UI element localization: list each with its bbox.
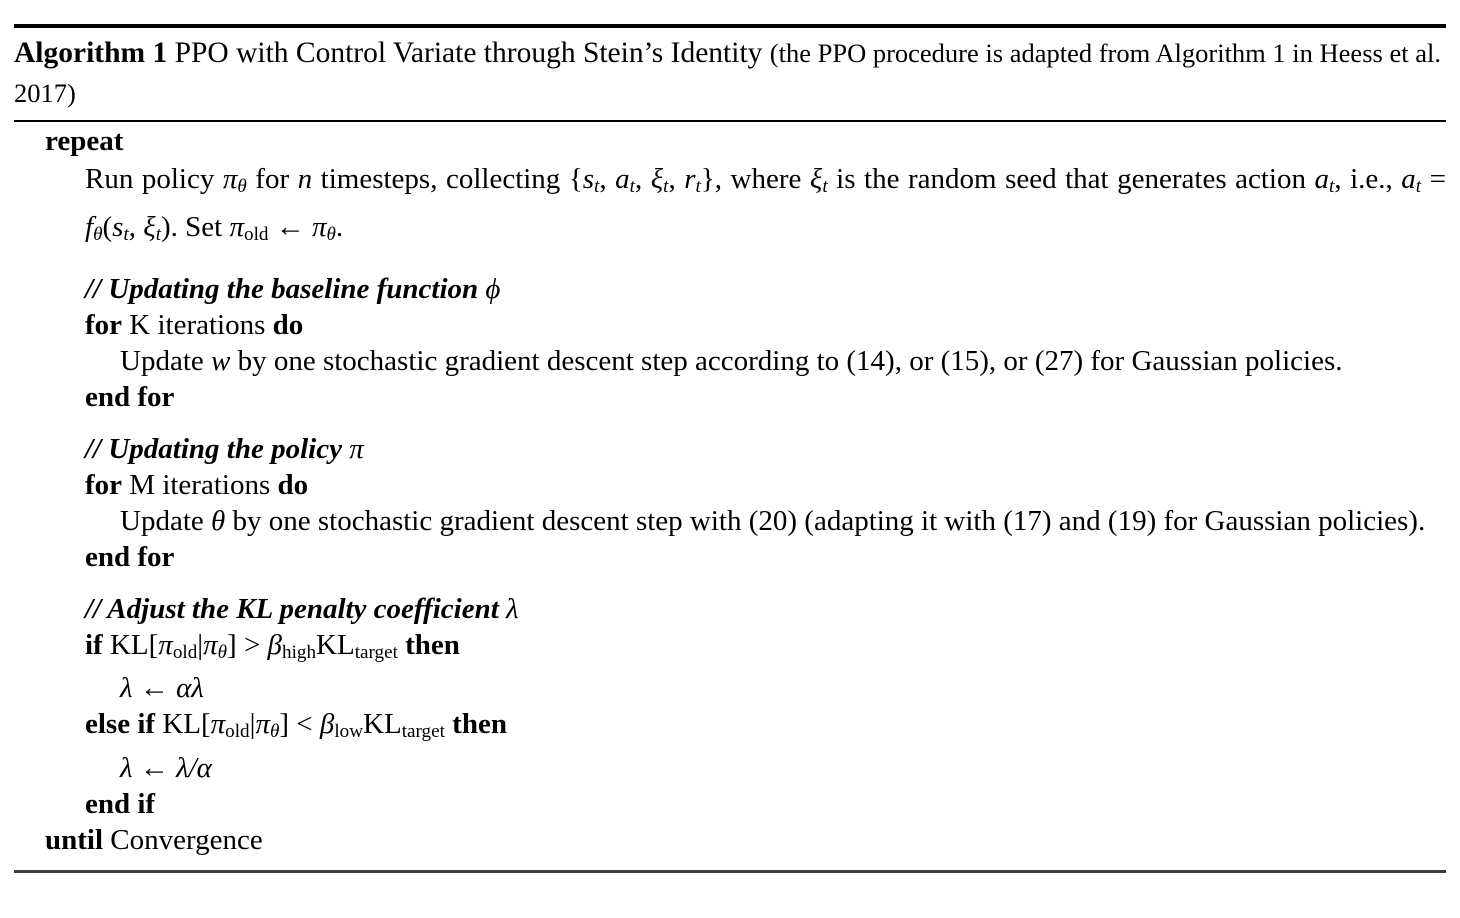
line-lambda-decrease	[14, 750, 1446, 786]
text-segment: a	[1314, 163, 1329, 195]
text-segment: t	[1415, 175, 1422, 197]
comment-update-policy	[14, 431, 1446, 467]
bottom-rule	[14, 870, 1446, 873]
text-segment: Convergence	[103, 824, 263, 857]
text-segment: PPO with Control Variate through Stein’s Identity	[167, 37, 770, 69]
text-segment: θ	[93, 223, 103, 245]
line-end-for-baseline	[14, 379, 1446, 415]
text-segment: ϕ	[485, 272, 501, 305]
text-segment: do	[277, 468, 309, 501]
line-if-kl-high	[14, 627, 1446, 671]
text-segment: Run policy	[85, 163, 223, 195]
text-segment: t	[155, 223, 162, 245]
text-segment: ,	[668, 163, 685, 195]
text-segment: KL[	[155, 708, 211, 741]
text-segment: if	[85, 628, 103, 661]
text-segment: }, where	[700, 163, 810, 195]
text-segment: θ	[326, 223, 336, 245]
text-segment: ←	[268, 210, 312, 243]
algorithm-body	[14, 122, 1446, 858]
text-segment: ] >	[227, 628, 268, 661]
text-segment: π	[210, 708, 226, 741]
text-segment: t	[822, 175, 828, 197]
line-lambda-increase	[14, 670, 1446, 706]
text-segment: π	[158, 628, 173, 661]
text-segment: λ	[506, 592, 519, 625]
text-segment: θ	[211, 504, 226, 537]
text-segment: ,	[599, 163, 616, 195]
text-segment: ,	[634, 163, 651, 195]
text-segment: θ	[217, 641, 228, 663]
text-segment: end for	[85, 380, 175, 413]
line-update-w	[14, 343, 1446, 379]
text-segment: ξ	[650, 163, 664, 195]
text-segment: |	[249, 708, 256, 741]
algorithm-caption	[14, 28, 1446, 120]
text-segment: // Updating the baseline function	[85, 272, 486, 305]
text-segment: target	[401, 721, 445, 743]
line-end-for-policy	[14, 539, 1446, 575]
text-segment: n	[297, 163, 313, 195]
text-segment: KL	[363, 708, 402, 741]
text-segment: ←	[132, 672, 177, 705]
text-segment: .	[335, 210, 344, 243]
text-segment: r	[684, 163, 696, 195]
text-segment: s	[582, 163, 595, 195]
text-segment: // Updating the policy	[85, 432, 350, 465]
line-for-k	[14, 307, 1446, 343]
line-repeat	[14, 123, 1446, 159]
text-segment: =	[1421, 163, 1446, 195]
text-segment: π	[222, 163, 238, 195]
text-segment: λ	[120, 752, 133, 785]
text-segment: then	[405, 628, 460, 661]
text-segment: f	[85, 210, 94, 243]
text-segment: // Adjust the KL penalty coefficient	[85, 592, 507, 625]
line-for-m	[14, 467, 1446, 503]
text-segment: then	[452, 708, 507, 741]
text-segment: for	[85, 308, 123, 341]
text-segment: a	[1401, 163, 1416, 195]
text-segment: else if	[85, 708, 156, 741]
text-segment: old	[225, 721, 250, 743]
text-segment: do	[272, 308, 304, 341]
text-segment: θ	[237, 175, 247, 197]
text-segment: M iterations	[122, 468, 278, 501]
line-until	[14, 822, 1446, 858]
text-segment: t	[695, 175, 701, 197]
text-segment: θ	[269, 721, 280, 743]
text-segment: end if	[85, 788, 156, 821]
text-segment: t	[1329, 175, 1335, 197]
text-segment: t	[629, 175, 635, 197]
text-segment: π	[311, 210, 327, 243]
text-segment: low	[334, 721, 364, 743]
text-segment: π	[229, 210, 245, 243]
text-segment: s	[112, 210, 124, 243]
text-segment: KL[	[102, 628, 159, 661]
line-update-theta	[14, 503, 1446, 539]
text-segment: w	[211, 344, 231, 377]
text-segment: repeat	[45, 125, 124, 157]
text-segment: β	[319, 708, 335, 741]
text-segment: Update	[120, 504, 211, 537]
line-run-policy	[14, 159, 1446, 255]
text-segment: π	[255, 708, 270, 741]
text-segment: ξ	[143, 210, 156, 243]
text-segment: t	[123, 223, 129, 245]
text-segment: old	[172, 641, 198, 663]
text-segment: (the PPO procedure is adapted from Algorithm 1 in Heess et al. 2017)	[14, 38, 1441, 108]
text-segment: ←	[132, 752, 177, 785]
comment-kl-penalty	[14, 591, 1446, 627]
text-segment: by one stochastic gradient descent step with (20) (adapting it with (17) and (19) for Gaussian policies).	[225, 504, 1426, 537]
text-segment: Algorithm 1	[14, 37, 168, 69]
text-segment: |	[197, 628, 204, 661]
text-segment: , i.e.,	[1334, 163, 1402, 195]
text-segment: until	[45, 824, 104, 857]
text-segment: (	[102, 210, 113, 243]
text-segment: for	[85, 468, 123, 501]
text-segment: π	[349, 432, 364, 465]
text-segment: π	[203, 628, 218, 661]
text-segment: λ	[120, 672, 133, 705]
line-elseif-kl-low	[14, 706, 1446, 750]
line-end-if	[14, 786, 1446, 822]
text-segment: timesteps, collecting {	[312, 163, 583, 195]
text-segment: ). Set	[161, 210, 230, 243]
text-segment: αλ	[176, 672, 204, 705]
text-segment: ξ	[809, 163, 823, 195]
text-segment: Update	[120, 344, 211, 377]
text-segment: a	[615, 163, 630, 195]
text-segment: target	[354, 641, 398, 663]
text-segment: β	[267, 628, 282, 661]
text-segment: t	[594, 175, 600, 197]
text-segment: high	[282, 641, 317, 663]
text-segment: K iterations	[122, 308, 273, 341]
text-segment: ,	[128, 210, 144, 243]
text-segment: is the random seed that generates action	[827, 163, 1315, 195]
text-segment: by one stochastic gradient descent step according to (14), or (15), or (27) for Gaussian policies.	[230, 344, 1343, 377]
text-segment: t	[663, 175, 669, 197]
text-segment: λ/α	[176, 752, 212, 785]
text-segment: for	[246, 163, 298, 195]
comment-baseline-function	[14, 271, 1446, 307]
text-segment: end for	[85, 540, 175, 573]
text-segment: ] <	[279, 708, 320, 741]
text-segment: KL	[316, 628, 355, 661]
text-segment: old	[244, 223, 269, 245]
